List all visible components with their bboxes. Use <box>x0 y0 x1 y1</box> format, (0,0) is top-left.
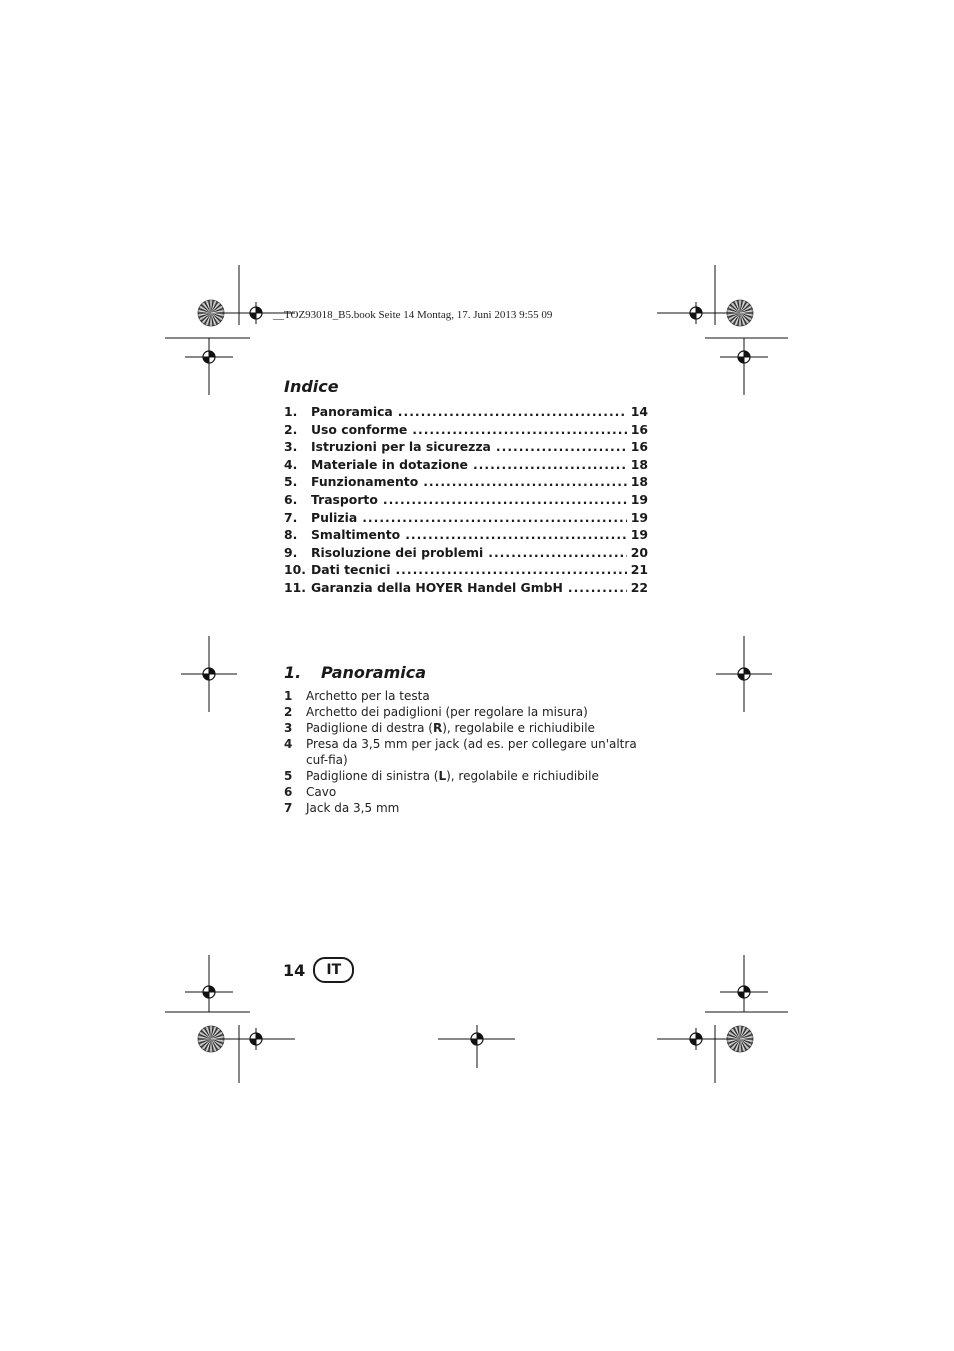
toc-entry-number: 4. <box>284 456 298 472</box>
part-number: 3 <box>284 721 293 735</box>
toc-leader-dots <box>362 510 627 525</box>
toc-entry-label: Smaltimento <box>311 527 401 543</box>
toc-leader-dots <box>473 457 627 472</box>
toc-entry <box>284 492 648 510</box>
section-title: Panoramica <box>321 663 427 682</box>
toc-entry <box>284 422 648 440</box>
page-number: 14 <box>283 960 306 980</box>
toc-entry-number: 9. <box>284 544 298 560</box>
toc-entry-label: Uso conforme <box>311 421 408 437</box>
toc-entry-label: Risoluzione dei problemi <box>311 544 484 560</box>
toc-leader-dots <box>412 422 626 437</box>
toc-leader-dots <box>395 562 626 577</box>
part-description: Presa da 3,5 mm per jack (ad es. per collegare un'altra cuf-fia) <box>306 737 637 767</box>
toc-entry <box>284 527 648 545</box>
part-number: 1 <box>284 689 293 703</box>
toc-entry-number: 6. <box>284 491 298 507</box>
toc-entry <box>284 580 648 598</box>
toc-entry <box>284 545 648 563</box>
toc-leader-dots <box>405 527 627 542</box>
list-item <box>284 768 656 784</box>
toc-leader-dots <box>398 404 627 419</box>
toc-leader-dots <box>496 439 627 454</box>
toc-entry <box>284 404 648 422</box>
toc-entry-page: 18 <box>630 456 648 472</box>
table-of-contents <box>284 404 648 598</box>
toc-entry-number: 8. <box>284 527 298 543</box>
list-item <box>284 736 656 768</box>
part-number: 7 <box>284 801 293 815</box>
toc-entry-page: 20 <box>630 544 648 560</box>
list-item <box>284 784 656 800</box>
toc-leader-dots <box>568 580 627 595</box>
toc-entry-label: Dati tecnici <box>311 562 391 578</box>
toc-entry-number: 2. <box>284 421 298 437</box>
toc-leader-dots <box>488 545 626 560</box>
toc-entry-label: Garanzia della HOYER Handel GmbH <box>311 579 563 595</box>
toc-entry-page: 19 <box>630 509 648 525</box>
part-description: Cavo <box>306 785 337 799</box>
toc-entry-number: 11. <box>284 579 306 595</box>
toc-entry-page: 16 <box>630 421 648 437</box>
section-number: 1. <box>284 663 302 682</box>
toc-entry <box>284 510 648 528</box>
toc-entry <box>284 457 648 475</box>
part-description: Padiglione di sinistra (L), regolabile e richiudibile <box>306 769 599 783</box>
print-file-info: __TOZ93018_B5.book Seite 14 Montag, 17. Juni 2013 9:55 09 <box>273 309 553 321</box>
color-calibration-disc <box>198 300 224 326</box>
list-item <box>284 800 656 816</box>
parts-list <box>284 688 656 816</box>
toc-entry-page: 22 <box>630 579 648 595</box>
toc-entry-page: 19 <box>630 527 648 543</box>
section-heading <box>284 663 426 682</box>
part-number: 4 <box>284 737 293 751</box>
part-description: Jack da 3,5 mm <box>306 801 400 815</box>
toc-entry-page: 14 <box>630 404 648 419</box>
list-item <box>284 688 656 704</box>
toc-entry-label: Materiale in dotazione <box>311 456 468 472</box>
part-description: Archetto dei padiglioni (per regolare la misura) <box>306 705 588 719</box>
toc-entry-number: 7. <box>284 509 298 525</box>
toc-entry-page: 21 <box>630 562 648 578</box>
toc-entry <box>284 439 648 457</box>
list-item <box>284 720 656 736</box>
toc-entry-label: Panoramica <box>311 404 393 419</box>
toc-entry-label: Istruzioni per la sicurezza <box>311 439 491 455</box>
toc-entry-page: 18 <box>630 474 648 490</box>
part-number: 5 <box>284 769 293 783</box>
toc-entry-number: 3. <box>284 439 298 455</box>
list-item <box>284 704 656 720</box>
toc-entry-number: 1. <box>284 404 298 419</box>
part-description: Padiglione di destra (R), regolabile e richiudibile <box>306 721 595 735</box>
page-footer <box>283 957 354 983</box>
toc-entry <box>284 474 648 492</box>
toc-entry-label: Pulizia <box>311 509 358 525</box>
toc-entry-page: 16 <box>630 439 648 455</box>
part-number: 6 <box>284 785 293 799</box>
part-number: 2 <box>284 705 293 719</box>
part-description: Archetto per la testa <box>306 689 430 703</box>
color-calibration-disc <box>198 1026 224 1052</box>
toc-entry-label: Trasporto <box>311 491 378 507</box>
toc-entry-number: 5. <box>284 474 298 490</box>
toc-entry-number: 10. <box>284 562 306 578</box>
toc-entry <box>284 562 648 580</box>
toc-entry-label: Funzionamento <box>311 474 419 490</box>
language-badge: IT <box>313 957 354 983</box>
toc-leader-dots <box>383 492 627 507</box>
toc-entry-page: 19 <box>630 491 648 507</box>
toc-leader-dots <box>423 474 627 489</box>
toc-title: Indice <box>284 377 339 396</box>
